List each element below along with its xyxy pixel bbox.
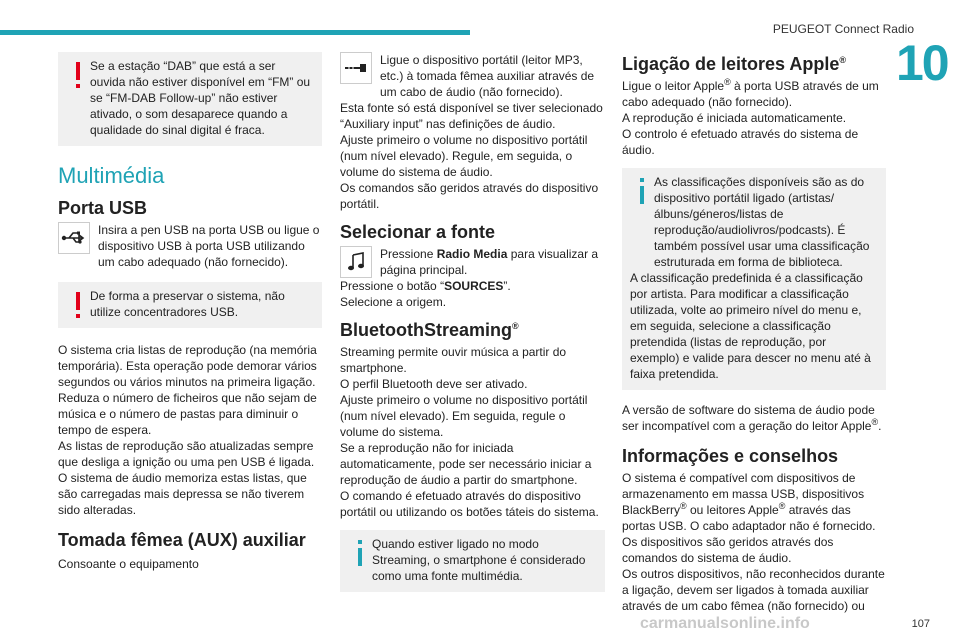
info-box-streaming (340, 530, 605, 592)
info-icon (634, 176, 650, 208)
reduce-text: Reduza o número de ficheiros que não sejam de música e o número de pastas para diminuir o tempo de espera. (58, 391, 317, 437)
source-select-text: Selecione a origem. (340, 295, 447, 309)
aux-input-text: Esta fonte só está disponível se tiver selecionado “Auxiliary input” nas definições de áudio. (340, 101, 603, 131)
bt-text-4: Se a reprodução não for iniciada automaticamente, pode ser necessário iniciar a reprodução de áudio a partir do smartphone. (340, 441, 592, 487)
aux-control-text: Os comandos são geridos através do dispositivo portátil. (340, 181, 599, 211)
warning-usb-text: De forma a preservar o sistema, não utilize concentradores USB. (90, 289, 285, 319)
heading-apple: Ligação de leitores Apple® (622, 54, 847, 74)
info-classification-text: As classificações disponíveis são as do dispositivo portátil ligado (artistas/álbuns/géneros/listas de reprodução/audiolivros/podcasts). É também possível usar uma classificação estruturada em forma de biblioteca. (654, 175, 870, 269)
heading-usb: Porta USB (58, 198, 148, 218)
header-title: PEUGEOT Connect Radio (772, 22, 914, 36)
tips-text-2: Os dispositivos são geridos através dos comandos do sistema de áudio. (622, 535, 834, 565)
heading-aux: Tomada fêmea (AUX) auxiliar (58, 530, 306, 550)
tips-text-1: O sistema é compatível com dispositivos de armazenamento em massa USB, dispositivos BlackBerry® ou leitores Apple® através das portas USB. O cabo adaptador não é fornecido. (622, 471, 876, 533)
version-text: A versão de software do sistema de áudio pode ser incompatível com a geração do leitor Apple®. (622, 403, 882, 433)
info-default-text: A classificação predefinida é a classificação por artista. Para modificar a classificação utilizada, volte ao primeiro nível do menu e, em seguida, selecione a classificação pretendida (listas de reprodução, por exemplo) e valide para descer no menu até à faixa pretendida. (630, 271, 871, 381)
warning-icon (70, 60, 86, 92)
aux-jack-icon (340, 52, 372, 84)
bt-text-1: Streaming permite ouvir música a partir do smartphone. (340, 345, 567, 375)
source-instruction (340, 246, 605, 278)
bt-text-5: O comando é efetuado através do dispositivo portátil ou utilizando os botões táteis do sistema. (340, 489, 599, 519)
info-icon (352, 538, 368, 570)
section-title-multimedia: Multimédia (58, 163, 165, 188)
warning-box-dab (58, 52, 322, 146)
playlist-text: O sistema cria listas de reprodução (na memória temporária). Esta operação pode demorar vários segundos ou vários minutos na primeira ligação. (58, 343, 317, 389)
warning-dab-text: Se a estação “DAB” que está a ser ouvida não estiver disponível em “FM” ou se “FM-DAB Follow-up” não estiver ativado, o som desaparece quando a qualidade do sinal digital é fraca. (90, 59, 311, 137)
source-button-text: Pressione o botão “SOURCES”. (340, 279, 511, 293)
usb-instruction (58, 222, 322, 270)
heading-select-source: Selecionar a fonte (340, 222, 496, 242)
info-streaming-text: Quando estiver ligado no modo Streaming, o smartphone é considerado como uma fonte multimédia. (372, 537, 586, 583)
apple-text-1: Ligue o leitor Apple® à porta USB através de um cabo adequado (não fornecido). (622, 77, 879, 109)
aux-instruction (340, 52, 605, 100)
aux-connect-text: Ligue o dispositivo portátil (leitor MP3, etc.) à tomada fêmea auxiliar através de um cabo de áudio (não fornecido). (380, 53, 595, 99)
bt-text-3: Ajuste primeiro o volume no dispositivo portátil (num nível elevado). Em seguida, regule o volume do sistema. (340, 393, 588, 439)
info-box-classification (622, 168, 886, 390)
column-1 (58, 52, 322, 572)
usb-text: Insira a pen USB na porta USB ou ligue o dispositivo USB à porta USB utilizando um cabo adequado (não fornecido). (98, 223, 320, 269)
warning-icon (70, 290, 86, 322)
update-text: As listas de reprodução são atualizadas sempre que desliga a ignição ou uma pen USB é ligada. O sistema de áudio memoriza estas listas, que são carregadas mais depressa se não tiverem sido alteradas. (58, 439, 315, 517)
music-note-icon (340, 246, 372, 278)
heading-bluetooth: BluetoothStreaming® (340, 320, 519, 340)
tips-text-3: Os outros dispositivos, não reconhecidos durante a ligação, devem ser ligados à tomada auxiliar através de um cabo fêmea (não fornecido) ou (622, 567, 885, 613)
usb-icon (58, 222, 90, 254)
chapter-number: 10 (896, 35, 948, 91)
aux-equipment-text: Consoante o equipamento (58, 557, 199, 571)
apple-text-3: O controlo é efetuado através do sistema de áudio. (622, 127, 859, 157)
source-press-text: Pressione Radio Media para visualizar a página principal. (380, 247, 599, 277)
apple-text-2: A reprodução é iniciada automaticamente. (622, 111, 847, 125)
header-accent-bar (0, 30, 470, 35)
warning-box-usb (58, 282, 322, 328)
column-2 (340, 52, 605, 592)
watermark: carmanualsonline.info (640, 615, 810, 632)
column-3 (622, 52, 886, 614)
page-number: 107 (911, 618, 930, 630)
heading-tips: Informações e conselhos (622, 446, 839, 466)
aux-volume-text: Ajuste primeiro o volume no dispositivo portátil (num nível elevado). Regule, em seguida, o volume do sistema de áudio. (340, 133, 588, 179)
bt-text-2: O perfil Bluetooth deve ser ativado. (340, 377, 528, 391)
